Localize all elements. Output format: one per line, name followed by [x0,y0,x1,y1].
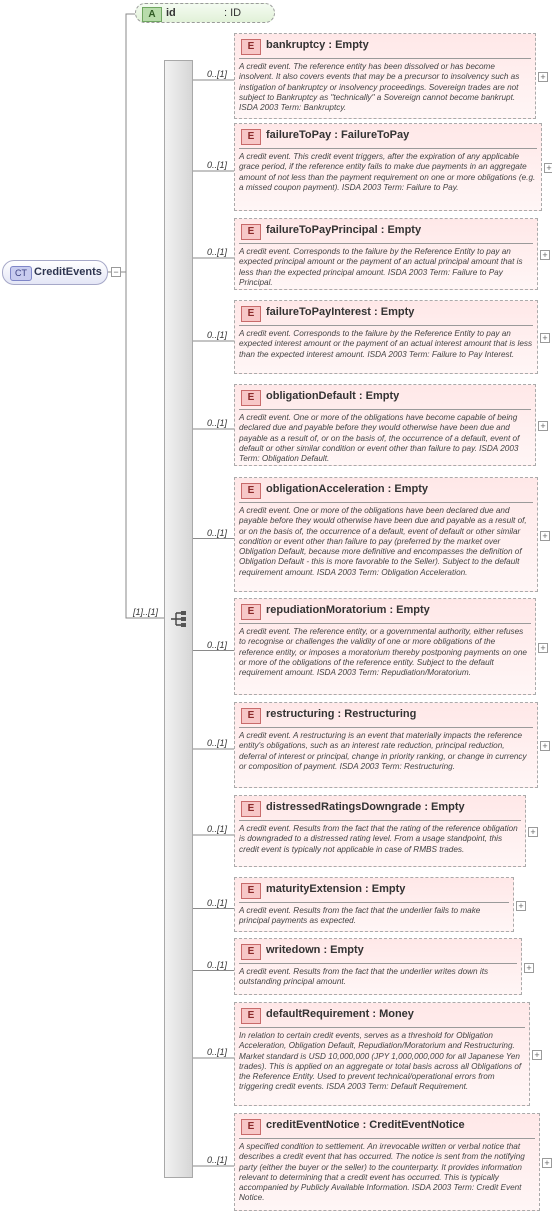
expand-toggle-icon[interactable]: + [538,421,548,431]
element-title [266,604,430,616]
expand-toggle-icon[interactable]: + [540,741,550,751]
element-badge-icon: E [241,801,261,817]
element-badge-icon: E [241,708,261,724]
element-occurrence: 0..[1] [207,1155,228,1165]
element-divider [239,902,509,903]
element-occurrence: 0..[1] [207,1047,228,1057]
element-occurrence: 0..[1] [207,330,228,340]
element-name: failureToPayInterest [266,306,371,318]
element-badge-icon: E [241,944,261,960]
sequence-icon [170,610,188,628]
expand-toggle-icon[interactable]: + [544,163,552,173]
element-occurrence: 0..[1] [207,69,228,79]
element-title [266,129,409,141]
expand-toggle-icon[interactable]: + [538,72,548,82]
element-badge-icon: E [241,224,261,240]
element-type: : Empty [361,883,406,895]
element-divider [239,58,531,59]
element-defaultRequirement[interactable] [234,1002,540,1106]
expand-toggle-icon[interactable]: + [516,901,526,911]
element-divider [239,502,533,503]
element-badge-icon: E [241,1119,261,1135]
element-occurrence: 0..[1] [207,639,228,650]
element-type: : Empty [325,39,369,51]
element-badge-icon: E [241,390,261,406]
element-badge-icon: E [241,1008,261,1024]
element-badge-icon: E [241,483,261,499]
expand-toggle-icon[interactable]: + [540,333,550,343]
element-title [266,801,465,813]
element-failureToPay[interactable] [234,123,552,211]
element-name: obligationDefault [266,390,356,402]
element-name: defaultRequirement [266,1008,370,1020]
element-type: : Empty [355,390,400,402]
element-writedown[interactable] [234,938,532,995]
root-to-attribute-line [108,14,135,272]
element-title [266,39,369,51]
element-name: failureToPayPrincipal [266,224,378,236]
attribute-type: : ID [224,7,242,19]
element-failureToPayInterest[interactable] [234,300,548,374]
element-badge-icon: E [241,306,261,322]
element-occurrence: 0..[1] [207,418,228,428]
element-occurrence: 0..[1] [207,247,228,257]
element-divider [239,820,521,821]
element-badge-icon: E [241,129,261,145]
element-description: A credit event. A restructuring is an event that materially impacts the reference entity's obligations, such as an interest rate reduction, principal reduction, deferral of interest or principal, change in priority ranking, or change in currency or composition of payment. ISDA 2003 Term: Restructuring. [239,731,527,771]
element-badge-icon: E [241,604,261,620]
element-bankruptcy[interactable] [234,33,546,119]
element-occurrence: 0..[1] [207,824,228,834]
element-occurrence: 0..[1] [207,160,228,170]
complex-type-credit-events[interactable] [2,260,108,285]
element-occurrence: 0..[1] [207,738,228,748]
element-type: : Empty [384,483,428,495]
element-name: restructuring [266,708,335,720]
element-description: A credit event. One or more of the obligations have been declared due and payable before they would otherwise have been due and payable as a result of, or on the basis of, the occurrence of a default, event of default or other similar condition or event other than failure to pay (preferred by the market over Obligation Default, because more definitive and encompasses the definition of Obligation Default - this is more favorable to the Seller). Subject to the default requirement amount. ISDA 2003 Term: Obligation Acceleration. [239,506,527,577]
element-restructuring[interactable] [234,702,548,788]
attribute-name: id [166,7,176,19]
element-occurrence: 0..[1] [207,527,228,538]
element-divider [239,1138,535,1139]
element-type: : Restructuring [334,708,417,720]
element-description: In relation to certain credit events, serves as a threshold for Obligation Acceleration, Obligation Default, Repudiation/Moratorium and Restructuring. Market standard is USD 10,000,000 (JPY 1,000,000,000 for all Japanese Yen trades). This is applied on an aggregate or total basis across all Obligations of the Reference Entity. Used to prevent technical/operational errors from triggering credit events. ISDA 2003 Term: Default Requirement. [239,1031,522,1092]
attribute-id[interactable] [135,3,275,23]
element-title [266,306,414,318]
element-divider [239,325,533,326]
collapse-toggle-icon[interactable]: − [111,267,121,277]
element-name: distressedRatingsDowngrade [266,801,422,813]
element-description: A credit event. Results from the fact that the rating of the reference obligation is downgraded to a distressed rating level. From a usage standpoint, this credit event is typically not applicable in case of RMBS trades. [239,824,518,854]
element-description: A credit event. This credit event triggers, after the expiration of any applicable grace period, if the reference entity fails to make due payments in an aggregate amount of not less than the payment requirement on one or more obligations (e.g. a missed coupon payment). ISDA 2003 Term: Failure to Pay. [239,152,536,192]
element-maturityExtension[interactable] [234,877,524,932]
element-distressedRatingsDowngrade[interactable] [234,795,536,867]
element-description: A credit event. The reference entity has been dissolved or has become insolvent. It also covers events that may be a precursor to insolvency such as instigation of bankruptcy or insolvency proceedings. Sovereign trades are not subject to Bankruptcy as "technically" a Sovereign cannot become bankrupt. ISDA 2003 Term: Bankruptcy. [239,62,520,113]
complex-type-name: CreditEvents [34,266,102,278]
expand-toggle-icon[interactable]: + [540,250,550,260]
element-title [266,390,399,402]
element-description: A credit event. Results from the fact that the underlier writes down its outstanding principal amount. [239,967,489,987]
element-name: repudiationMoratorium [266,604,387,616]
element-description: A credit event. One or more of the obligations have become capable of being declared due and payable before they would otherwise have been due and payable as a result of, or on the basis of, the occurrence of a default, event of default or other similar condition or event other than failure to pay. ISDA 2003 Term: Obligation Default. [239,413,520,464]
element-divider [239,963,517,964]
element-type: : Empty [386,604,430,616]
element-divider [239,409,531,410]
element-divider [239,623,531,624]
expand-toggle-icon[interactable]: + [524,963,534,973]
element-failureToPayPrincipal[interactable] [234,218,548,290]
element-title [266,1008,414,1020]
element-type: : Empty [377,224,422,236]
expand-toggle-icon[interactable]: + [542,1158,552,1168]
element-title [266,883,405,895]
expand-toggle-icon[interactable]: + [532,1050,542,1060]
element-name: failureToPay [266,129,332,141]
element-title [266,944,364,956]
element-description: A credit event. Corresponds to the failure by the Reference Entity to pay an expected principal amount or the payment of an actual principal amount that is less than the expected principal amount. ISDA 2003 Term: Failure to Pay Principal. [239,247,523,287]
element-title [266,1119,465,1131]
element-divider [239,727,533,728]
element-creditEventNotice[interactable] [234,1113,550,1211]
element-occurrence: 0..[1] [207,959,228,970]
element-occurrence: 0..[1] [207,897,228,908]
element-type: : Empty [320,944,364,956]
element-type: : Money [369,1008,414,1020]
element-name: bankruptcy [266,39,326,51]
element-description: A credit event. Results from the fact that the underlier fails to make principal payments as expected. [239,906,481,926]
element-type: : FailureToPay [331,129,410,141]
element-type: : Empty [370,306,415,318]
root-to-sequence-line [118,272,164,618]
complex-type-badge-icon: CT [10,266,32,281]
attribute-badge-icon: A [142,7,162,22]
element-divider [239,1027,525,1028]
element-badge-icon: E [241,883,261,899]
element-description: A credit event. Corresponds to the failure by the Reference Entity to pay an expected interest amount or the payment of an actual interest amount that is less than the expected interest amount. ISDA 2003 Term: Failure to Pay Interest. [239,329,533,359]
element-title [266,708,416,720]
element-repudiationMoratorium[interactable] [234,598,546,695]
element-divider [239,243,533,244]
element-name: maturityExtension [266,883,362,895]
element-type: : Empty [421,801,465,813]
element-title [266,224,421,236]
element-title [266,483,428,495]
sequence-occurrence: [1]..[1] [133,607,159,617]
element-name: creditEventNotice [266,1119,360,1131]
element-name: obligationAcceleration [266,483,385,495]
expand-toggle-icon[interactable]: + [538,643,548,653]
expand-toggle-icon[interactable]: + [528,827,538,837]
element-divider [239,148,537,149]
element-badge-icon: E [241,39,261,55]
element-description: A credit event. The reference entity, or a governmental authority, either refuses to recognise or challenges the validity of one or more obligations of the reference entity, or imposes a moratorium thereby postponing payments on one or more of the obligations of the reference entity. Subject to the default requirement amount. ISDA 2003 Term: Repudiation/Moratorium. [239,627,527,678]
element-type: : CreditEventNotice [359,1119,465,1131]
expand-toggle-icon[interactable]: + [540,531,550,541]
element-obligationDefault[interactable] [234,384,546,466]
element-name: writedown [266,944,321,956]
element-obligationAcceleration[interactable] [234,477,548,592]
element-description: A specified condition to settlement. An irrevocable written or verbal notice that describes a credit event that has occurred. The notice is sent from the notifying party (either the buyer or the seller) to the counterparty. It provides information relevant to determining that a credit event has occurred. This is typically accompanied by Publicly Available Information. ISDA 2003 Term: Credit Event Notice. [239,1142,525,1203]
